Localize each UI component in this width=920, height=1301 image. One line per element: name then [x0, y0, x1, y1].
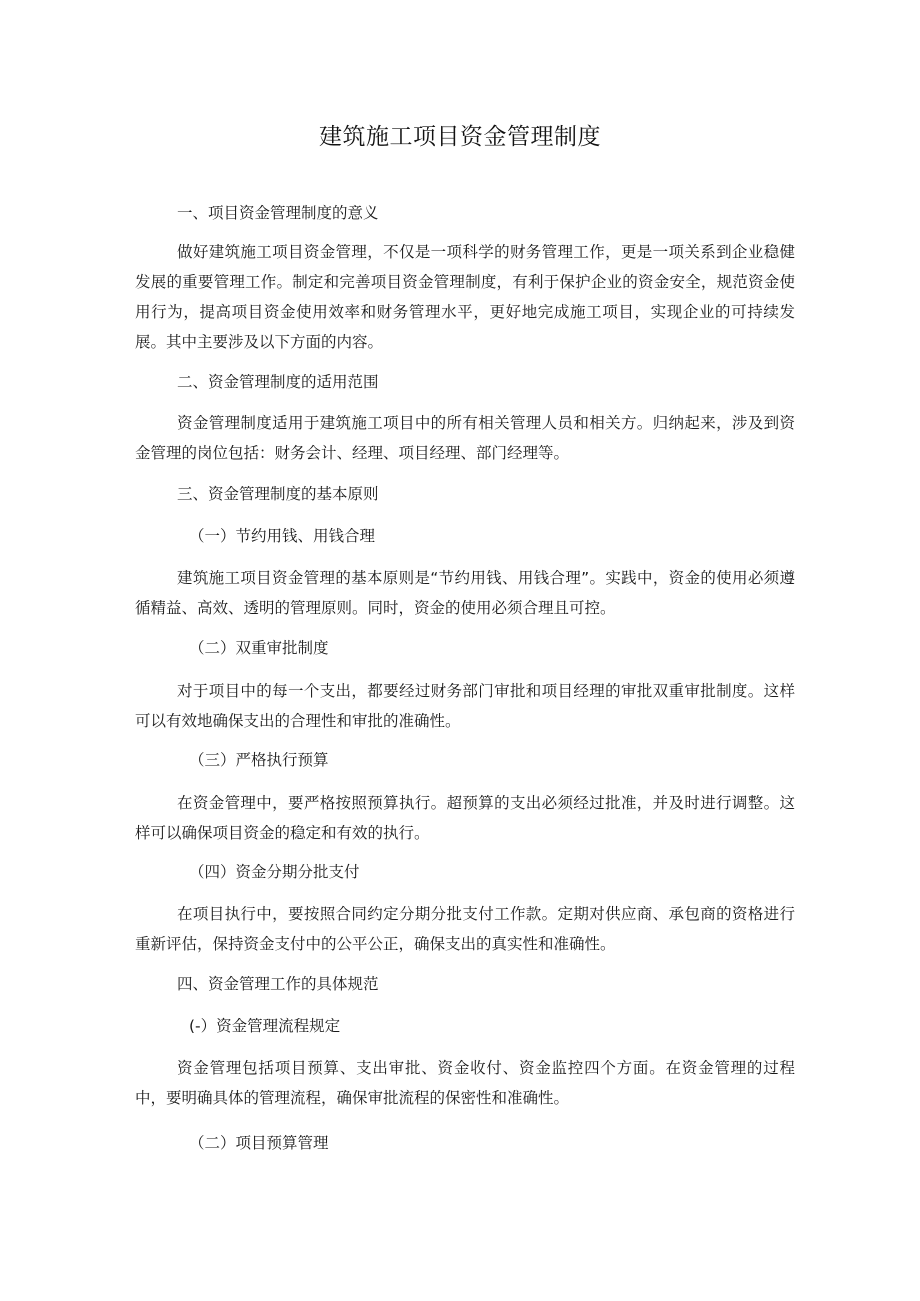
- section-heading-1: 一、项目资金管理制度的意义: [177, 204, 379, 222]
- section-heading-4: 四、资金管理工作的具体规范: [177, 975, 379, 993]
- paragraph-3-1: 建筑施工项目资金管理的基本原则是“节约用钱、用钱合理”。实践中，资金的使用必须遵循精益、高效、透明的管理原则。同时，资金的使用必须合理且可控。: [135, 569, 795, 617]
- paragraph-3-4: 在项目执行中，要按照合同约定分期分批支付工作款。定期对供应商、承包商的资格进行重新评估，保持资金支付中的公平公正，确保支出的真实性和准确性。: [135, 905, 795, 953]
- subsection-heading-4-2: （二）项目预算管理: [189, 1134, 329, 1152]
- paragraph-3-2: 对于项目中的每一个支出，都要经过财务部门审批和项目经理的审批双重审批制度。这样可以有效地确保支出的合理性和审批的准确性。: [135, 682, 795, 730]
- subsection-heading-3-4: （四）资金分期分批支付: [189, 863, 360, 881]
- subsection-heading-4-1: (-）资金管理流程规定: [189, 1017, 341, 1035]
- subsection-heading-3-1: （一）节约用钱、用钱合理: [189, 527, 376, 545]
- section-heading-2: 二、资金管理制度的适用范围: [177, 373, 379, 391]
- subsection-heading-3-2: （二）双重审批制度: [189, 639, 329, 657]
- paragraph-1: 做好建筑施工项目资金管理，不仅是一项科学的财务管理工作，更是一项关系到企业稳健发展的重要管理工作。制定和完善项目资金管理制度，有利于保护企业的资金安全，规范资金使用行为，提高项目资金使用效率和财务管理水平，更好地完成施工项目，实现企业的可持续发展。其中主要涉及以下方面的内容。: [135, 243, 795, 351]
- paragraph-4-1: 资金管理包括项目预算、支出审批、资金收付、资金监控四个方面。在资金管理的过程中，要明确具体的管理流程，确保审批流程的保密性和准确性。: [135, 1059, 795, 1107]
- paragraph-3-3: 在资金管理中，要严格按照预算执行。超预算的支出必须经过批准，并及时进行调整。这样可以确保项目资金的稳定和有效的执行。: [135, 794, 795, 842]
- paragraph-2: 资金管理制度适用于建筑施工项目中的所有相关管理人员和相关方。归纳起来，涉及到资金管理的岗位包括：财务会计、经理、项目经理、部门经理等。: [135, 414, 795, 462]
- document-title: 建筑施工项目资金管理制度: [319, 124, 601, 150]
- subsection-heading-3-3: （三）严格执行预算: [189, 751, 329, 769]
- section-heading-3: 三、资金管理制度的基本原则: [177, 485, 379, 503]
